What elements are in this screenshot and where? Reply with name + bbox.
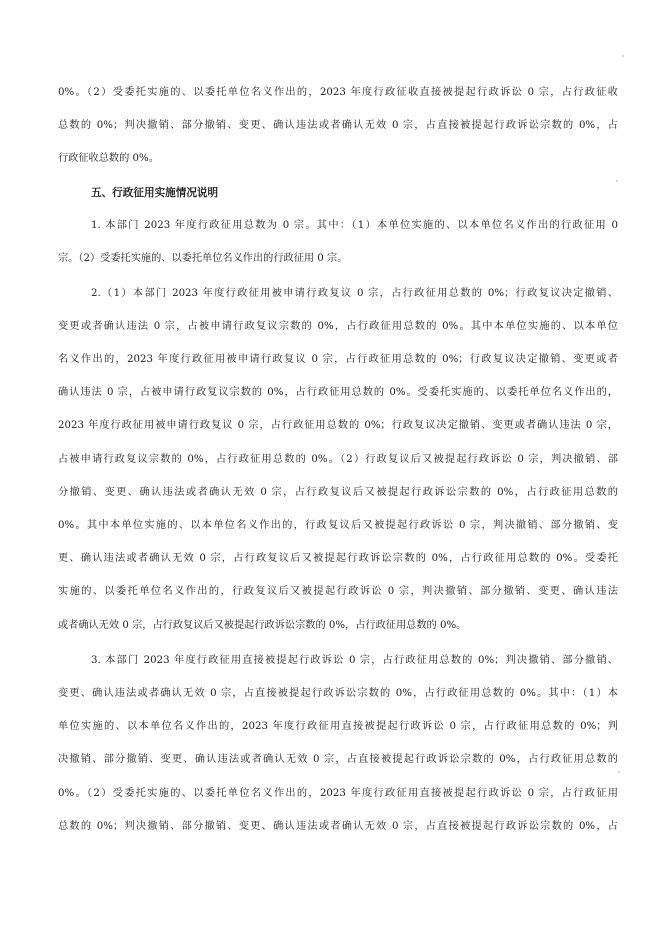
body-line: 0%。其中本单位实施的、以本单位名义作出的，行政复议后又被提起行政诉讼 0 宗，判决撤销、部分撤销、变 [58,520,618,531]
body-line: 实施的、以委托单位名义作出的，行政复议后又被提起行政诉讼 0 宗，判决撤销、部分撤销、变更、确认违法 [58,586,618,597]
body-line: 2.（1）本部门 2023 年度行政征用被申请行政复议 0 宗，占行政征用总数的 0%；行政复议决定撤销、 [91,288,618,299]
body-line: 3. 本部门 2023 年度行政征用直接被提起行政诉讼 0 宗，占行政征用总数的 0%；判决撤销、部分撤销、 [91,655,618,666]
body-line: 0%。（2）受委托实施的、以委托单位名义作出的，2023 年度行政征收直接被提起行政诉讼 0 宗，占行政征收 [58,87,618,98]
body-line: 分撤销、变更、确认违法或者确认无效 0 宗，占行政复议后又被提起行政诉讼宗数的 0%，占行政征用总数的 [58,487,618,498]
body-line: 1. 本部门 2023 年度行政征用总数为 0 宗。其中：（1）本单位实施的、以本单位名义作出的行政征用 0 [91,220,618,231]
body-line: 总数的 0%；判决撤销、部分撤销、变更、确认违法或者确认无效 0 宗，占直接被提起行政诉讼宗数的 0%，占 [58,821,618,832]
body-line: 变更、确认违法或者确认无效 0 宗，占直接被提起行政诉讼宗数的 0%，占行政征用总数的 0%。其中：（1）本 [58,688,618,699]
body-line: 或者确认无效 0 宗，占行政复议后又被提起行政诉讼宗数的 0%，占行政征用总数的 0%。 [58,620,467,631]
body-line: 0%。（2）受委托实施的、以委托单位名义作出的，2023 年度行政征用直接被提起行政诉讼 0 宗，占行政征用 [58,788,618,799]
body-line: 总数的 0%；判决撤销、部分撤销、变更、确认违法或者确认无效 0 宗，占直接被提起行政诉讼宗数的 0%，占 [58,120,618,131]
body-line: 名义作出的，2023 年度行政征用被申请行政复议 0 宗，占行政征用总数的 0%；行政复议决定撤销、变更或者 [58,354,618,365]
body-line: 行政征收总数的 0%。 [58,153,159,164]
body-line: 更、确认违法或者确认无效 0 宗，占行政复议后又被提起行政诉讼宗数的 0%，占行政征用总数的 0%。受委托 [58,553,618,564]
body-line: 占被申请行政复议宗数的 0%，占行政征用总数的 0%。（2）行政复议后又被提起行政诉讼 0 宗，判决撤销、部 [58,454,618,465]
body-line: 2023 年度行政征用被申请行政复议 0 宗，占行政征用总数的 0%；行政复议决定撤销、变更或者确认违法 0 宗， [58,420,618,431]
body-line: 决撤销、部分撤销、变更、确认违法或者确认无效 0 宗，占直接被提起行政诉讼宗数的 0%，占行政征用总数的 [58,754,618,765]
scan-speck [618,771,620,773]
section-heading: 五、行政征用实施情况说明 [91,187,219,199]
scan-speck [616,180,618,182]
body-line: 确认违法 0 宗，占被申请行政复议宗数的 0%，占行政征用总数的 0%。受委托实施的、以委托单位名义作出的， [58,387,618,398]
body-line: 单位实施的、以本单位名义作出的，2023 年度行政征用直接被提起行政诉讼 0 宗，占行政征用总数的 0%；判 [58,721,618,732]
scan-speck [622,55,624,57]
body-line: 宗。（2）受委托实施的、以委托单位名义作出的行政征用 0 宗。 [58,253,348,264]
body-line: 变更或者确认违法 0 宗，占被申请行政复议宗数的 0%，占行政征用总数的 0%。其中本单位实施的、以本单位 [58,321,618,332]
